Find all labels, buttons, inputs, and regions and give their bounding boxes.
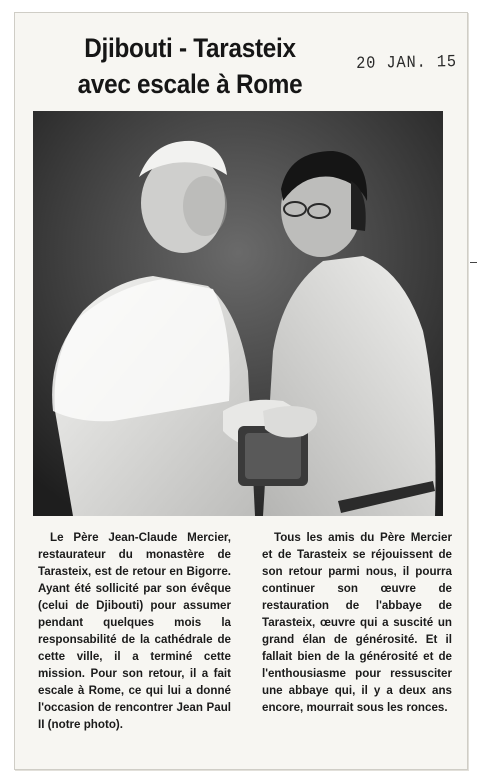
photo-illustration xyxy=(33,111,443,516)
article-headline xyxy=(46,30,334,102)
page-edge-mark xyxy=(470,262,477,263)
column-right-text: Tous les amis du Père Mercier et de Tarasteix se réjouissent de son retour parmi nous, il pourra continuer son œuvre de restauration de l'abbaye de Tarasteix, œuvre qui a suscité un grand élan de générosité. Et il fallait bien de la générosité et de l'enthousiasme pour ressusciter une abbaye qui, il y a deux ans encore, mourrait sous les ronces. xyxy=(262,531,452,714)
headline-line-2: avec escale à Rome xyxy=(77,69,303,99)
article-photo xyxy=(33,111,443,516)
date-stamp: 20 JAN. 15 xyxy=(356,53,458,74)
article-column-left xyxy=(38,529,231,733)
headline-line-1: Djibouti - Tarasteix xyxy=(84,33,296,63)
column-left-text: Le Père Jean-Claude Mercier, restaurateur du monastère de Tarasteix, est de retour en Bigorre. Ayant été sollicité par son évêque (celui de Djibouti) pour assumer pendant quelques mois la responsabilité de la cathédrale de cette ville, il a terminé cette mission. Pour son retour, il a fait escale à Rome, ce qui lui a donné l'occasion de rencontrer Jean Paul II (notre photo). xyxy=(38,531,231,731)
article-column-right xyxy=(262,529,452,716)
